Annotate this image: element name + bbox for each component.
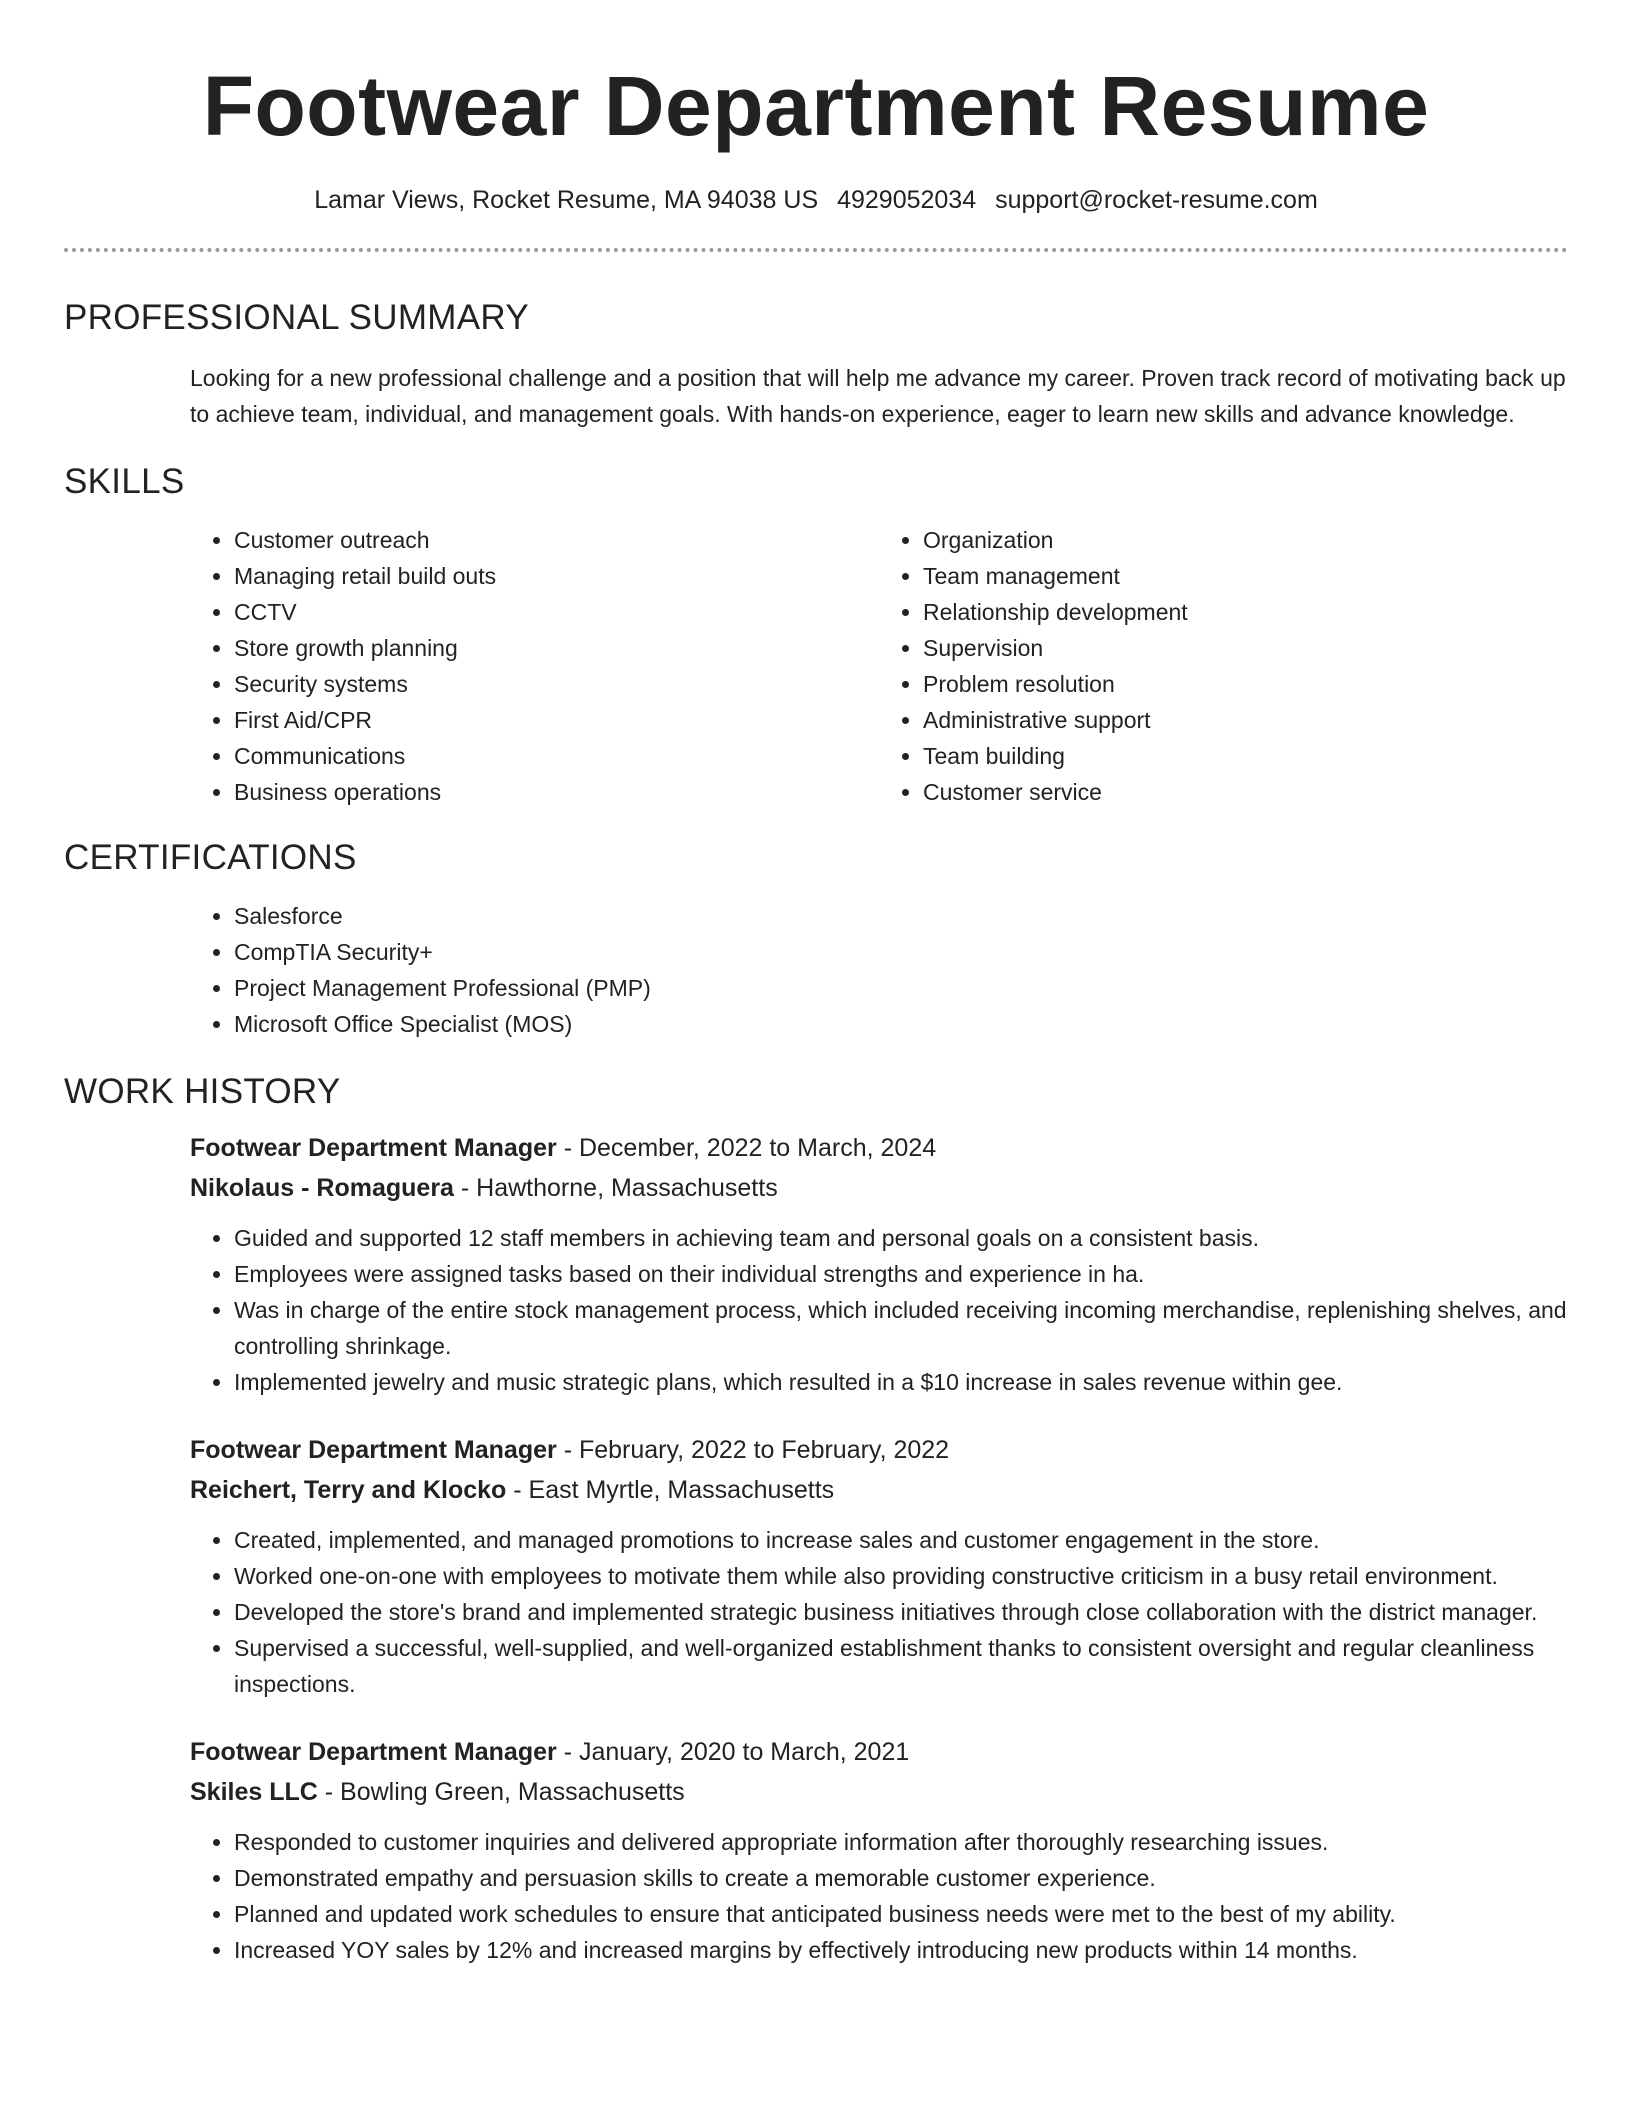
job-title-line [190,1128,1568,1168]
job-title-line [190,1732,1568,1772]
certifications-heading: CERTIFICATIONS [64,838,357,877]
list-item: • Problem resolution [923,666,1568,702]
list-item: • Communications [234,738,879,774]
list-item: • Team management [923,558,1568,594]
job-entry [190,1128,1568,1400]
list-item: • Security systems [234,666,879,702]
job-company-line [190,1168,1568,1208]
list-item: • Increased YOY sales by 12% and increased margins by effectively introducing new products within 14 months. [234,1932,1568,1968]
list-item: • Supervised a successful, well-supplied, and well-organized establishment thanks to consistent oversight and regular cleanliness inspections. [234,1630,1568,1702]
job-company-line [190,1772,1568,1812]
contact-address: Lamar Views, Rocket Resume, MA 94038 US [314,186,819,214]
skills-list-right [879,522,1568,810]
header-divider [64,248,1568,252]
list-item: • Managing retail build outs [234,558,879,594]
job-title: Footwear Department Manager [190,1134,557,1162]
job-bullets [190,1824,1568,1968]
list-item: • Implemented jewelry and music strategic plans, which resulted in a $10 increase in sales revenue within gee. [234,1364,1568,1400]
job-company: Nikolaus - Romaguera [190,1174,454,1202]
job-entry [190,1430,1568,1702]
job-dates: - February, 2022 to February, 2022 [556,1436,950,1464]
list-item: • Employees were assigned tasks based on their individual strengths and experience in ha. [234,1256,1568,1292]
job-title: Footwear Department Manager [190,1738,557,1766]
list-item: • Supervision [923,630,1568,666]
job-dates: - January, 2020 to March, 2021 [556,1738,910,1766]
job-location: - East Myrtle, Massachusetts [506,1476,835,1504]
list-item: • Store growth planning [234,630,879,666]
skills-list-left [190,522,879,810]
list-item: • Customer outreach [234,522,879,558]
list-item: • Team building [923,738,1568,774]
work-heading: WORK HISTORY [64,1072,341,1111]
job-company: Skiles LLC [190,1778,318,1806]
job-location: - Hawthorne, Massachusetts [453,1174,778,1202]
list-item: • Organization [923,522,1568,558]
certifications-section [64,836,1568,1042]
summary-text: Looking for a new professional challenge and a position that will help me advance my career. Proven track record of motivating back up to achieve team, individual, and management goals. With hands-on experience, eager to learn new skills and advance knowledge. [190,365,1566,427]
certifications-wrap [190,898,1568,1042]
job-dates: - December, 2022 to March, 2024 [556,1134,937,1162]
list-item: • Planned and updated work schedules to ensure that anticipated business needs were met to the best of my ability. [234,1896,1568,1932]
contact-phone: 4929052034 [837,186,977,214]
summary-section [64,296,1568,432]
list-item: • Worked one-on-one with employees to motivate them while also providing constructive criticism in a busy retail environment. [234,1558,1568,1594]
skills-heading: SKILLS [64,462,185,501]
certifications-list [190,898,1568,1042]
job-entry [190,1732,1568,1968]
skills-grid [190,522,1568,810]
list-item: • Created, implemented, and managed promotions to increase sales and customer engagement in the store. [234,1522,1568,1558]
list-item: • Project Management Professional (PMP) [234,970,1568,1006]
contact-email: support@rocket-resume.com [995,186,1318,214]
contact-line [0,184,1632,216]
list-item: • Guided and supported 12 staff members in achieving team and personal goals on a consistent basis. [234,1220,1568,1256]
job-bullets [190,1522,1568,1702]
list-item: • Developed the store's brand and implemented strategic business initiatives through close collaboration with the district manager. [234,1594,1568,1630]
list-item: • Relationship development [923,594,1568,630]
list-item: • First Aid/CPR [234,702,879,738]
job-company: Reichert, Terry and Klocko [190,1476,507,1504]
list-item: • Microsoft Office Specialist (MOS) [234,1006,1568,1042]
skills-section [64,460,1568,810]
job-location: - Bowling Green, Massachusetts [317,1778,685,1806]
list-item: • Salesforce [234,898,1568,934]
job-title-line [190,1430,1568,1470]
list-item: • Administrative support [923,702,1568,738]
list-item: • Demonstrated empathy and persuasion skills to create a memorable customer experience. [234,1860,1568,1896]
work-section [64,1070,1568,1968]
list-item: • CompTIA Security+ [234,934,1568,970]
list-item: • Responded to customer inquiries and delivered appropriate information after thoroughly researching issues. [234,1824,1568,1860]
list-item: • Business operations [234,774,879,810]
job-bullets [190,1220,1568,1400]
summary-heading: PROFESSIONAL SUMMARY [64,298,529,337]
job-title: Footwear Department Manager [190,1436,557,1464]
list-item: • Was in charge of the entire stock management process, which included receiving incoming merchandise, replenishing shelves, and controlling shrinkage. [234,1292,1568,1364]
list-item: • CCTV [234,594,879,630]
job-company-line [190,1470,1568,1510]
resume-title: Footwear Department Resume [202,59,1430,153]
list-item: • Customer service [923,774,1568,810]
